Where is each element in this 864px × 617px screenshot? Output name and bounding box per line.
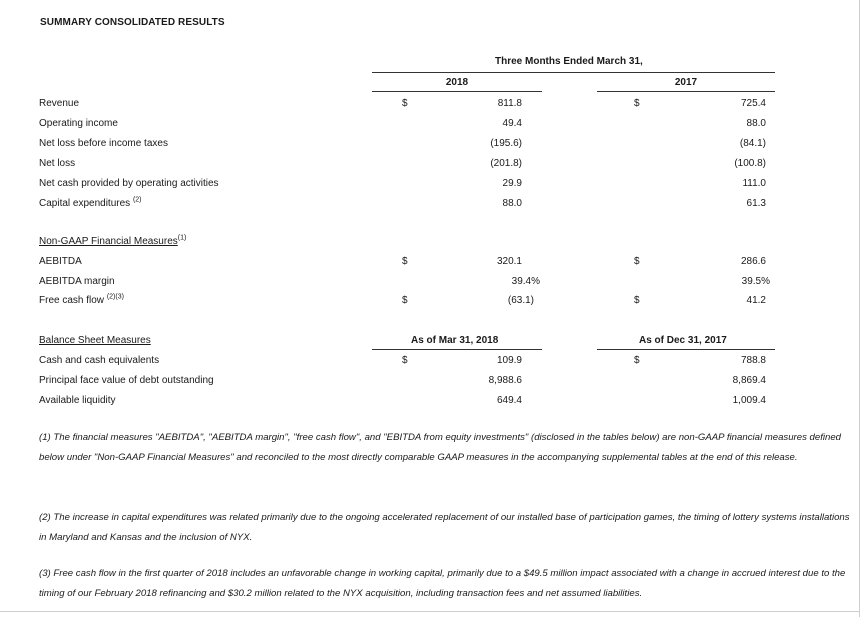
- row-label: Revenue: [39, 98, 80, 109]
- value-2018: 39.4%: [511, 276, 540, 287]
- column-header-2017: 2017: [674, 77, 698, 88]
- footnote-1: (1) The financial measures "AEBITDA", "AEBITDA margin", "free cash flow", and "EBITDA from equity investments" (disclosed in the tables below) are non-GAAP financial measures defined below under "Non-GAAP Financial Measures" and reconciled to the most directly comparable GAAP measures in the accompanying supplemental tables at the end of this release.: [39, 432, 842, 463]
- column-header-2018: 2018: [445, 77, 469, 88]
- currency-symbol: $: [402, 295, 408, 306]
- column-rule-2018: [372, 91, 542, 92]
- section-title: SUMMARY CONSOLIDATED RESULTS: [40, 17, 225, 28]
- balance-heading: Balance Sheet Measures: [39, 335, 151, 346]
- balance-rule-2018: [372, 349, 542, 350]
- footnote-marker: (1): [177, 234, 187, 242]
- currency-symbol: $: [634, 355, 640, 366]
- currency-symbol: $: [634, 98, 640, 109]
- value-2018: 29.9: [502, 178, 522, 189]
- currency-symbol: $: [402, 98, 408, 109]
- row-label: Principal face value of debt outstanding: [39, 375, 214, 386]
- period-header-rule: [372, 72, 775, 73]
- currency-symbol: $: [402, 256, 408, 267]
- value-2017: 1,009.4: [732, 395, 766, 406]
- footnote-3: (3) Free cash flow in the first quarter of 2018 includes an unfavorable change in working capital, primarily due to a $49.5 million impact associated with a change in accrued interest due to the timing of our February 2018 refinancing and $30.2 million related to the NYX acquisition, including transaction fees and net assumed liabilities.: [39, 568, 846, 599]
- currency-symbol: $: [402, 355, 408, 366]
- value-2017: 286.6: [740, 256, 766, 267]
- column-rule-2017: [597, 91, 775, 92]
- value-2017: (84.1): [739, 138, 766, 149]
- value-2018: (63.1): [507, 295, 534, 306]
- value-2017: 61.3: [746, 198, 766, 209]
- value-2017: 111.0: [742, 178, 766, 189]
- row-label: Cash and cash equivalents: [39, 355, 160, 366]
- value-2018: 811.8: [497, 98, 522, 109]
- value-2018: 8,988.6: [488, 375, 522, 386]
- value-2017: 39.5%: [741, 276, 770, 287]
- value-2017: (100.8): [734, 158, 766, 169]
- row-label: Operating income: [39, 118, 118, 129]
- row-label: Free cash flow $^{(2)(3)}$: [39, 293, 124, 306]
- value-2017: 88.0: [746, 118, 766, 129]
- balance-column-header-2018: As of Mar 31, 2018: [411, 335, 499, 346]
- value-2017: 725.4: [740, 98, 766, 109]
- value-2018: (195.6): [490, 138, 522, 149]
- currency-symbol: $: [634, 295, 640, 306]
- row-label: Net cash provided by operating activities: [39, 178, 219, 189]
- value-2018: 49.4: [502, 118, 522, 129]
- row-label: AEBITDA margin: [39, 276, 115, 287]
- balance-column-header-2017: As of Dec 31, 2017: [639, 335, 727, 346]
- value-2017: 788.8: [740, 355, 766, 366]
- value-2018: 109.9: [496, 355, 522, 366]
- value-2017: 41.2: [746, 295, 766, 306]
- value-2018: (201.8): [490, 158, 522, 169]
- row-label: Net loss: [39, 158, 76, 169]
- row-label: Available liquidity: [39, 395, 116, 406]
- value-2018: 88.0: [502, 198, 522, 209]
- frame-border-bottom: [0, 611, 860, 612]
- row-label: Net loss before income taxes: [39, 138, 168, 149]
- footnote-2: (2) The increase in capital expenditures was related primarily due to the ongoing accelerated replacement of our installed base of participation games, the timing of lottery systems installations in Maryland and Kansas and the inclusion of NYX.: [39, 512, 850, 543]
- value-2018: 320.1: [496, 256, 522, 267]
- footnote-marker: (2)(3): [106, 293, 124, 301]
- frame-border-right: [859, 0, 860, 617]
- non-gaap-heading: Non-GAAP Financial Measures$^{(1)}$: [39, 234, 187, 247]
- balance-rule-2017: [597, 349, 775, 350]
- value-2017: 8,869.4: [732, 375, 766, 386]
- period-header: Three Months Ended March 31,: [495, 56, 643, 67]
- footnote-marker: (2): [132, 196, 142, 204]
- currency-symbol: $: [634, 256, 640, 267]
- row-label: AEBITDA: [39, 256, 82, 267]
- row-label: Capital expenditures $^{(2)}$: [39, 196, 142, 209]
- value-2018: 649.4: [496, 395, 522, 406]
